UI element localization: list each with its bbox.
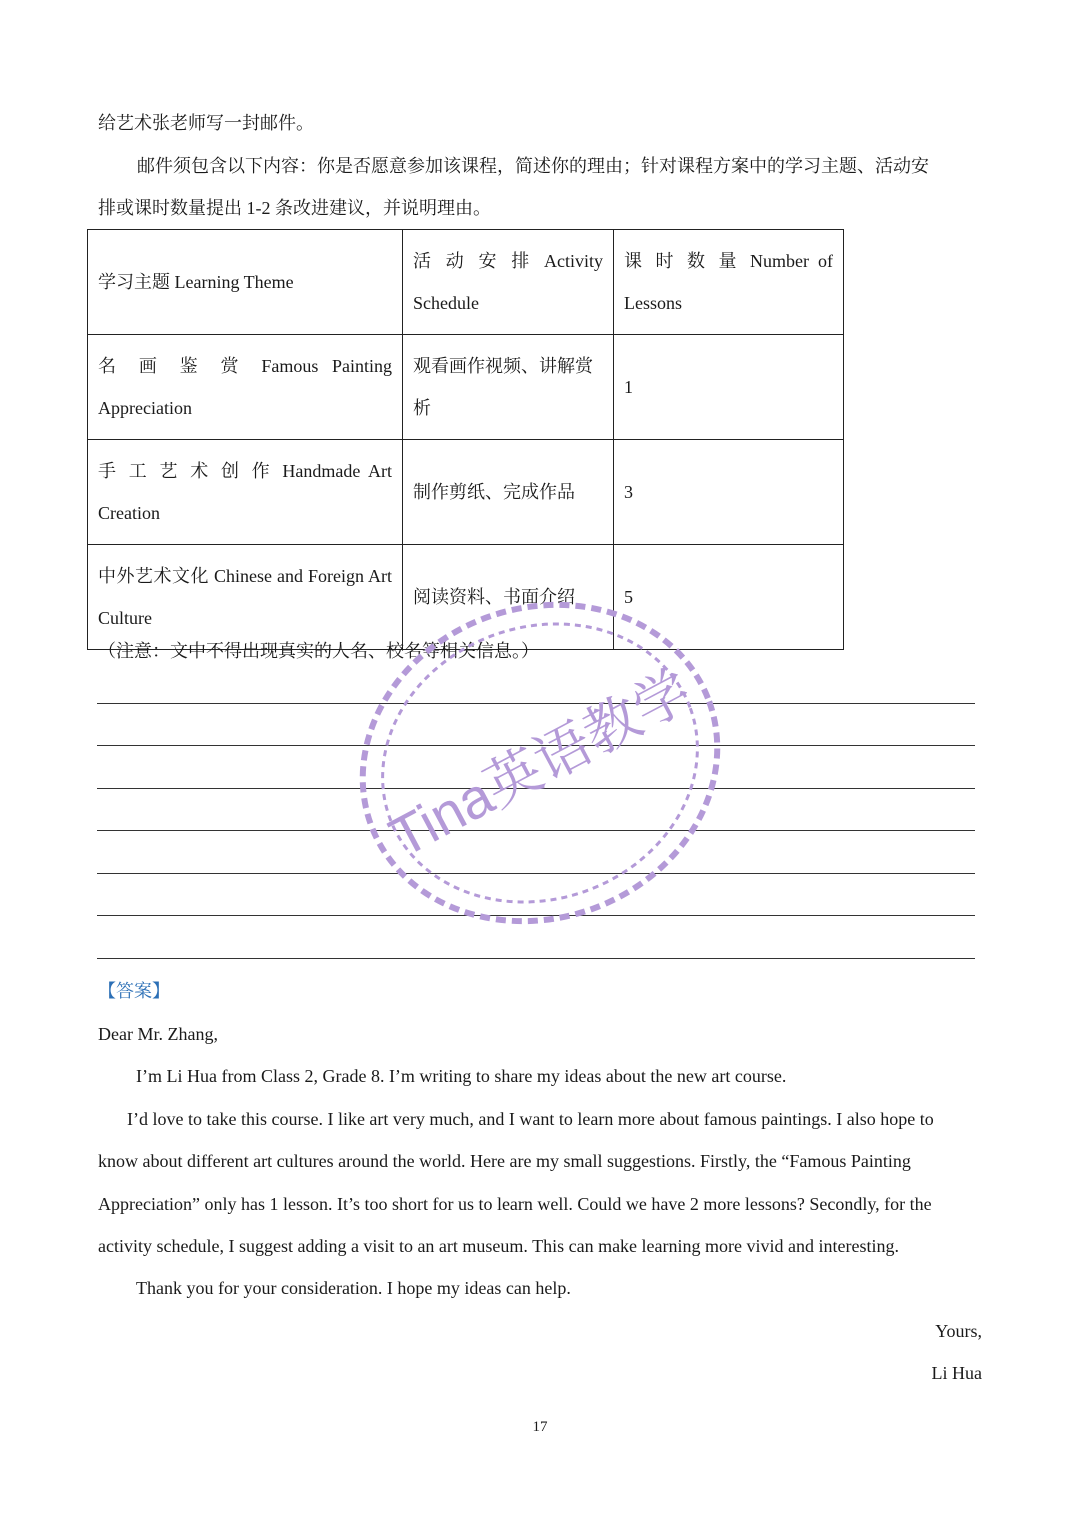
header-activity-schedule: 活 动 安 排 Activity Schedule xyxy=(403,230,614,335)
intro-line-3: 排或课时数量提出 1-2 条改进建议，并说明理由。 xyxy=(98,198,491,218)
writing-line xyxy=(97,830,975,831)
row-2-theme: 手 工 艺 术 创 作 Handmade Art Creation xyxy=(88,440,403,545)
row-3-activity: 阅读资料、书面介绍 xyxy=(403,545,614,650)
writing-line xyxy=(97,873,975,874)
intro-line-2: 邮件须包含以下内容：你是否愿意参加该课程，简述你的理由；针对课程方案中的学习主题、活动安 xyxy=(137,156,929,176)
writing-line xyxy=(97,745,975,746)
row-3-theme: 中外艺术文化 Chinese and Foreign Art Culture xyxy=(88,545,403,650)
letter-line: activity schedule, I suggest adding a visit to an art museum. This can make learning more vivid and interesting. xyxy=(98,1236,899,1256)
writing-line xyxy=(97,915,975,916)
row-3-lessons: 5 xyxy=(614,545,844,650)
answer-tag: 【答案】 xyxy=(98,981,170,1001)
letter-line: know about different art cultures around the world. Here are my small suggestions. Firstly, the “Famous Painting xyxy=(98,1151,911,1171)
writing-line xyxy=(97,958,975,959)
letter-signature: Li Hua xyxy=(931,1363,982,1383)
row-1-lessons: 1 xyxy=(614,335,844,440)
writing-line xyxy=(97,703,975,704)
row-1-theme: 名 画 鉴 赏 Famous Painting Appreciation xyxy=(88,335,403,440)
header-learning-theme: 学习主题 Learning Theme xyxy=(88,230,403,335)
letter-closing: Yours, xyxy=(935,1321,982,1341)
letter-paragraph-3: Thank you for your consideration. I hope my ideas can help. xyxy=(136,1278,571,1298)
letter-line: I’d love to take this course. I like art very much, and I want to learn more about famous paintings. I also hope to xyxy=(127,1109,934,1129)
table-row xyxy=(88,335,844,440)
intro-line-1: 给艺术张老师写一封邮件。 xyxy=(98,113,314,133)
note-text: （注意：文中不得出现真实的人名、校名等相关信息。） xyxy=(98,641,539,661)
table-header-row xyxy=(88,230,844,335)
writing-line xyxy=(97,788,975,789)
letter-line: Appreciation” only has 1 lesson. It’s too short for us to learn well. Could we have 2 more lessons? Secondly, for the xyxy=(98,1194,932,1214)
row-2-activity: 制作剪纸、完成作品 xyxy=(403,440,614,545)
header-number-of-lessons: 课 时 数 量 Number of Lessons xyxy=(614,230,844,335)
page-number: 17 xyxy=(532,1419,548,1435)
letter-greeting: Dear Mr. Zhang, xyxy=(98,1024,218,1044)
table-row xyxy=(88,545,844,650)
row-1-activity: 观看画作视频、讲解赏析 xyxy=(403,335,614,440)
letter-paragraph-1: I’m Li Hua from Class 2, Grade 8. I’m writing to share my ideas about the new art course. xyxy=(136,1066,787,1086)
course-plan-table xyxy=(87,229,844,650)
watermark-text: Tina英语教学 xyxy=(379,657,702,869)
row-2-lessons: 3 xyxy=(614,440,844,545)
table-row xyxy=(88,440,844,545)
